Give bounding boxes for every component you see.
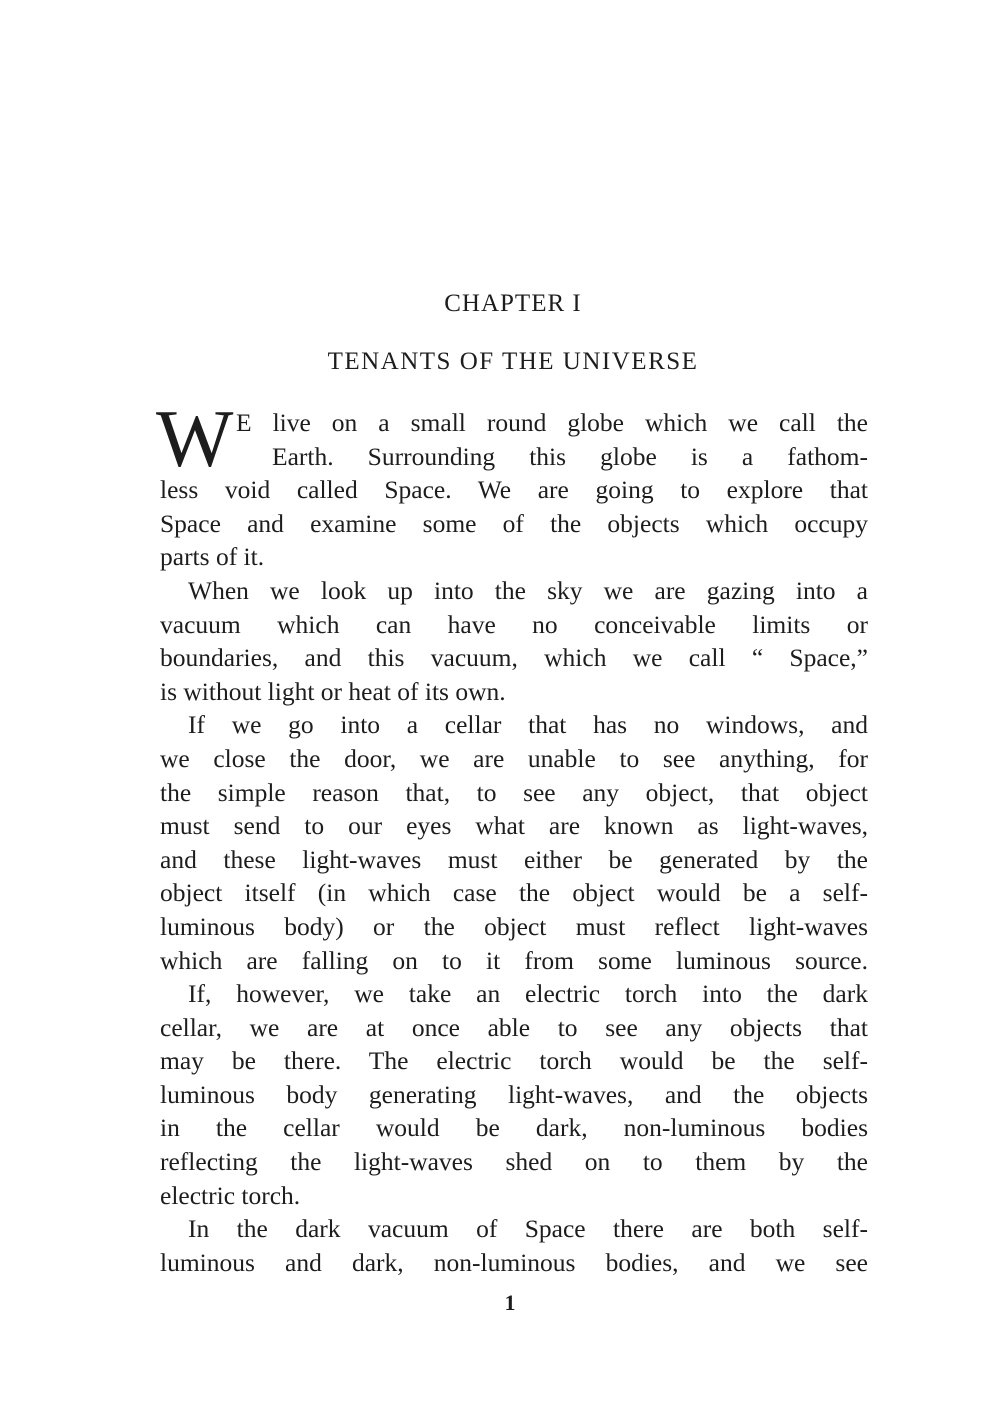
text-line: luminous and dark, non-luminous bodies, and we see [160, 1247, 868, 1277]
text-line: less void called Space. We are going to explore that [160, 475, 868, 505]
text-line: Earth. Surrounding this globe is a fathom- [272, 441, 868, 471]
text-line: electric torch. [160, 1180, 301, 1210]
chapter-title: TENANTS OF THE UNIVERSE [327, 348, 699, 375]
paragraph-4 [160, 977, 868, 1212]
text-line: When we look up into the sky we are gazing into a [188, 575, 868, 605]
page-number: 1 [504, 1290, 516, 1315]
text-line: If we go into a cellar that has no windows, and [188, 710, 868, 740]
body-text [156, 393, 868, 1279]
paragraph-3 [160, 708, 868, 977]
text-line: must send to our eyes what are known as light-waves, [160, 811, 868, 841]
text-line: Space and examine some of the objects which occupy [160, 508, 868, 538]
text-line: which are falling on to it from some luminous source. [160, 945, 868, 975]
text-line: In the dark vacuum of Space there are both self- [188, 1214, 868, 1244]
text-line: parts of it. [160, 542, 265, 572]
paragraph-1 [156, 393, 868, 574]
text-line: object itself (in which case the object would be a self- [160, 878, 868, 908]
paragraph-5 [160, 1212, 868, 1279]
text-line: may be there. The electric torch would be the self- [160, 1046, 868, 1076]
text-line: we close the door, we are unable to see anything, for [160, 743, 868, 773]
text-line: boundaries, and this vacuum, which we call “ Space,” [160, 643, 868, 673]
text-line: in the cellar would be dark, non-luminous bodies [160, 1113, 868, 1143]
text-line: reflecting the light-waves shed on to them by the [160, 1147, 868, 1177]
paragraph-2 [160, 574, 868, 708]
text-line: luminous body generating light-waves, and the objects [160, 1079, 868, 1109]
text-line: is without light or heat of its own. [160, 676, 506, 706]
text-line: luminous body) or the object must reflect light-waves [160, 911, 868, 941]
chapter-number: CHAPTER I [444, 290, 582, 317]
text-line: and these light-waves must either be generated by the [160, 844, 868, 874]
text-line: cellar, we are at once able to see any objects that [160, 1012, 868, 1042]
text-line: If, however, we take an electric torch into the dark [188, 979, 868, 1009]
text-line: vacuum which can have no conceivable limits or [160, 609, 868, 639]
text-line: the simple reason that, to see any object, that object [160, 777, 868, 807]
drop-cap: W [156, 393, 234, 484]
text-line: E live on a small round globe which we call the [236, 408, 868, 437]
